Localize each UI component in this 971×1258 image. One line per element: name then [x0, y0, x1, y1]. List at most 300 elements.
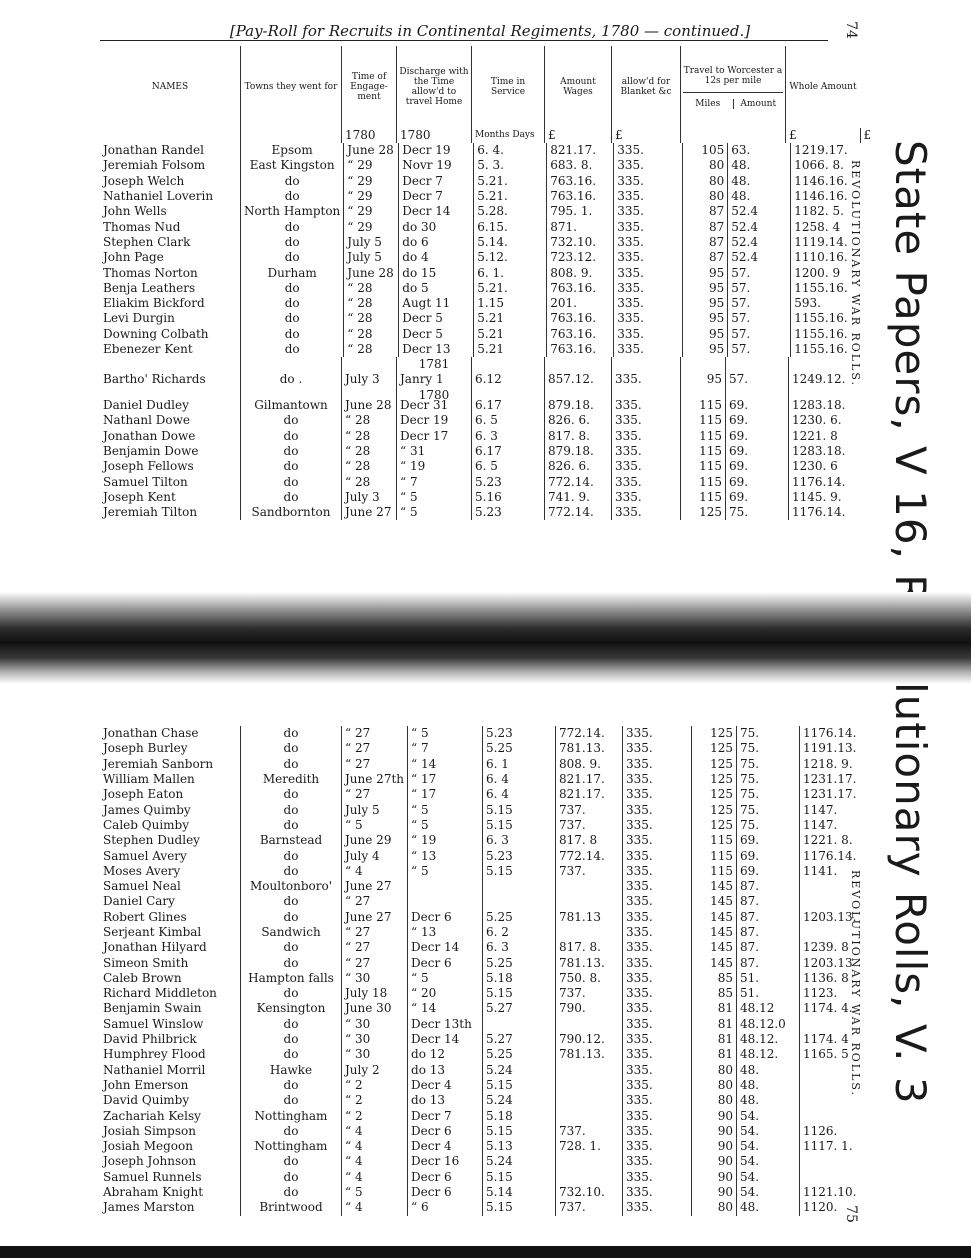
cell-town: do	[241, 955, 342, 970]
cell-wages: 732.10.	[547, 235, 614, 250]
cell-discharge: Decr 14	[399, 204, 474, 219]
cell-discharge: “ 7	[408, 741, 483, 756]
cell-amount: 69.	[726, 490, 789, 505]
cell-discharge: “ 5	[408, 971, 483, 986]
cell-discharge	[408, 894, 483, 909]
cell-engagement: July 2	[342, 1063, 408, 1078]
cell-discharge: “ 5	[397, 490, 472, 505]
cell-engagement: June 28	[344, 143, 399, 158]
cell-town: do	[241, 818, 342, 833]
cell-amount: 69.	[726, 444, 789, 459]
cell-blanket: 335.	[623, 1139, 692, 1154]
cell-amount: 48.12	[737, 1001, 800, 1016]
cell-service: 5.25	[483, 910, 556, 925]
cell-blanket: 335.	[623, 1170, 692, 1185]
cell-amount: 54.	[737, 1170, 800, 1185]
cell-town: Barnstead	[241, 833, 342, 848]
cell-engagement: July 5	[342, 802, 408, 817]
cell-discharge: Decr 19	[399, 143, 474, 158]
cell-whole: 1176.14.	[800, 726, 877, 741]
year-1780: 1780	[397, 388, 472, 403]
cell-town: North Hampton	[241, 204, 344, 219]
cell-service	[483, 1017, 556, 1032]
cell-discharge: “ 13	[408, 848, 483, 863]
cell-amount: 75.	[737, 741, 800, 756]
cell-name: Jeremiah Tilton	[103, 505, 198, 520]
cell-discharge: “ 5	[397, 505, 472, 520]
table-row	[100, 757, 876, 772]
cell-town: do	[241, 1047, 342, 1062]
cell-whole: 1120.	[800, 1200, 877, 1215]
cell-amount: 54.	[737, 1185, 800, 1200]
cell-engagement: “ 4	[342, 864, 408, 879]
cell-whole: 1174. 4	[800, 1032, 877, 1047]
cell-engagement: “ 2	[342, 1093, 408, 1108]
cell-blanket: 335.	[614, 250, 683, 265]
cell-wages: 772.14.	[556, 848, 623, 863]
cell-miles: 115	[692, 864, 737, 879]
cell-blanket: 335.	[612, 490, 681, 505]
cell-service: 5.21.	[474, 189, 547, 204]
table-row	[100, 818, 876, 833]
cell-blanket: 335.	[614, 174, 683, 189]
cell-wages: 821.17.	[556, 787, 623, 802]
cell-town: Nottingham	[241, 1139, 342, 1154]
cell-name: Joseph Johnson	[103, 1154, 197, 1169]
table-row	[100, 741, 876, 756]
table-row	[100, 429, 865, 444]
cell-town: do	[241, 940, 342, 955]
table-row	[100, 1017, 876, 1032]
cell-service: 5.14	[483, 1185, 556, 1200]
cell-town: Epsom	[241, 143, 344, 158]
cell-whole	[800, 1093, 877, 1108]
cell-discharge: do 4	[399, 250, 474, 265]
cell-whole	[800, 1108, 877, 1123]
cell-miles: 125	[692, 772, 737, 787]
col-engagement: Time of Engage- ment	[342, 46, 397, 128]
cell-amount: 87.	[737, 910, 800, 925]
cell-miles: 125	[692, 757, 737, 772]
cell-town: do	[241, 296, 344, 311]
cell-whole: 1230. 6.	[789, 413, 866, 428]
cell-discharge: “ 6	[408, 1200, 483, 1215]
cell-miles: 115	[692, 833, 737, 848]
cell-amount: 54.	[737, 1108, 800, 1123]
cell-wages: 763.16.	[547, 311, 614, 326]
cell-miles: 145	[692, 894, 737, 909]
cell-town: do	[241, 174, 344, 189]
cell-engagement: “ 29	[344, 174, 399, 189]
cell-blanket: 335.	[623, 955, 692, 970]
cell-blanket: 335.	[623, 787, 692, 802]
cell-town: do	[241, 1078, 342, 1093]
cell-engagement: “ 28	[344, 311, 399, 326]
roll-table-bartho	[100, 357, 865, 403]
cell-engagement: “ 29	[344, 158, 399, 173]
cell-wages: 826. 6.	[545, 413, 612, 428]
cell-wages: 857.12.	[545, 372, 612, 387]
cell-blanket: 335.	[614, 281, 683, 296]
table-row	[100, 398, 865, 413]
cell-service: 5.28.	[474, 204, 547, 219]
cell-engagement: “ 27	[342, 894, 408, 909]
cell-engagement: June 27	[342, 505, 397, 520]
cell-miles: 81	[692, 1001, 737, 1016]
cell-blanket: 335.	[623, 1047, 692, 1062]
cell-whole: 1231.17.	[800, 787, 877, 802]
cell-town: Sandbornton	[241, 505, 342, 520]
cell-service: 6. 3	[483, 833, 556, 848]
cell-discharge: Decr 31	[397, 398, 472, 413]
cell-service: 6. 5	[472, 459, 545, 474]
cell-wages: 781.13.	[556, 1047, 623, 1062]
cell-discharge: do 5	[399, 281, 474, 296]
col-towns: Towns they went for	[241, 46, 342, 128]
cell-discharge: Decr 6	[408, 1170, 483, 1185]
table-row	[100, 910, 876, 925]
col-service: Time in Service	[472, 46, 545, 128]
cell-engagement: “ 30	[342, 1032, 408, 1047]
cell-wages	[556, 1108, 623, 1123]
cell-whole	[800, 1017, 877, 1032]
cell-name: Jonathan Chase	[103, 726, 199, 741]
cell-blanket: 335.	[623, 864, 692, 879]
cell-name: Caleb Quimby	[103, 817, 190, 832]
cell-wages	[556, 879, 623, 894]
cell-name: Samuel Winslow	[103, 1016, 204, 1031]
cell-engagement: “ 30	[342, 1017, 408, 1032]
cell-amount: 87.	[737, 879, 800, 894]
cell-name: Bartho' Richards	[103, 372, 206, 387]
cell-discharge: “ 13	[408, 925, 483, 940]
cell-town: do	[241, 444, 342, 459]
cell-discharge: “ 20	[408, 986, 483, 1001]
cell-blanket: 335.	[623, 757, 692, 772]
cell-whole: 1155.16.	[791, 311, 868, 326]
table-row	[100, 174, 867, 189]
cell-whole: 1221. 8	[789, 429, 866, 444]
col-travel	[681, 46, 786, 128]
cell-wages: 683. 8.	[547, 158, 614, 173]
cell-miles: 125	[692, 726, 737, 741]
cell-name: Nathanl Dowe	[103, 413, 190, 428]
cell-town: Nottingham	[241, 1108, 342, 1123]
cell-engagement: “ 28	[342, 474, 397, 489]
cell-engagement: June 28	[344, 265, 399, 280]
cell-wages: 817. 8.	[556, 940, 623, 955]
cell-amount: 48.	[728, 158, 791, 173]
table-row	[100, 413, 865, 428]
sub-eng-year: 1780	[342, 128, 397, 143]
cell-miles: 95	[683, 342, 728, 357]
cell-blanket: 335.	[623, 1093, 692, 1108]
cell-whole: 1191.13.	[800, 741, 877, 756]
cell-discharge: do 15	[399, 265, 474, 280]
cell-whole: 1066. 8.	[791, 158, 868, 173]
cell-discharge: Decr 19	[397, 413, 472, 428]
cell-engagement: “ 28	[344, 296, 399, 311]
cell-miles: 90	[692, 1108, 737, 1123]
cell-service: 5.16	[472, 490, 545, 505]
cell-amount: 48.	[728, 189, 791, 204]
cell-service: 6. 5	[472, 413, 545, 428]
cell-name: Jonathan Hilyard	[103, 940, 207, 955]
table-row	[100, 1078, 876, 1093]
cell-miles: 105	[683, 143, 728, 158]
cell-engagement: July 18	[342, 986, 408, 1001]
cell-blanket: 335.	[623, 1001, 692, 1016]
cell-whole	[800, 1154, 877, 1169]
cell-name: Samuel Runnels	[103, 1169, 202, 1184]
roll-table-middle	[100, 398, 865, 520]
cell-amount: 69.	[737, 864, 800, 879]
cell-amount: 54.	[737, 1124, 800, 1139]
cell-engagement: “ 27	[342, 787, 408, 802]
year-1781: 1781	[397, 357, 472, 372]
cell-wages: 826. 6.	[545, 459, 612, 474]
cell-amount: 57.	[728, 265, 791, 280]
cell-amount: 48.	[737, 1093, 800, 1108]
cell-wages: 821.17.	[556, 772, 623, 787]
cell-name: Caleb Brown	[103, 970, 182, 985]
cell-service: 6. 4	[483, 787, 556, 802]
cell-amount: 57.	[728, 296, 791, 311]
cell-amount: 51.	[737, 986, 800, 1001]
cell-service: 5.15	[483, 1200, 556, 1215]
cell-town: do	[241, 757, 342, 772]
cell-service: 5.24	[483, 1093, 556, 1108]
cell-wages: 737.	[556, 818, 623, 833]
cell-whole: 1121.10.	[800, 1185, 877, 1200]
cell-discharge: “ 5	[408, 802, 483, 817]
cell-whole: 1219.17.	[791, 143, 868, 158]
table-row	[100, 802, 876, 817]
cell-blanket: 335.	[612, 474, 681, 489]
cell-engagement: “ 28	[344, 342, 399, 357]
page-header: [Pay-Roll for Recruits in Continental Regiments, 1780 — continued.]	[229, 22, 751, 40]
sub-whole-unit: £	[860, 128, 937, 143]
cell-amount: 48.	[737, 1078, 800, 1093]
cell-discharge: “ 17	[408, 787, 483, 802]
cell-name: James Marston	[103, 1200, 195, 1215]
cell-engagement: “ 27	[342, 726, 408, 741]
cell-amount: 69.	[726, 474, 789, 489]
cell-engagement: “ 28	[342, 444, 397, 459]
cell-miles: 115	[681, 474, 726, 489]
cell-whole: 1221. 8.	[800, 833, 877, 848]
cell-service: 5.15	[483, 1124, 556, 1139]
col-wages: Amount Wages	[545, 46, 612, 128]
cell-town: do	[241, 1185, 342, 1200]
cell-town: Gilmantown	[241, 398, 342, 413]
cell-wages: 879.18.	[545, 398, 612, 413]
cell-whole: 1146.16.	[791, 174, 868, 189]
cell-miles: 125	[692, 802, 737, 817]
table-row	[100, 1032, 876, 1047]
cell-name: William Mallen	[103, 772, 195, 787]
cell-service: 5.18	[483, 971, 556, 986]
cell-discharge: Janry 1	[397, 372, 472, 387]
cell-service: 5. 3.	[474, 158, 547, 173]
cell-service: 6. 4.	[474, 143, 547, 158]
cell-wages	[556, 925, 623, 940]
scan-fold-band	[0, 592, 971, 684]
cell-name: Jeremiah Sanborn	[103, 756, 214, 771]
cell-amount: 69.	[737, 848, 800, 863]
cell-service: 6.17	[472, 444, 545, 459]
cell-discharge: Decr 14	[408, 1032, 483, 1047]
cell-name: John Emerson	[103, 1077, 189, 1092]
cell-wages	[556, 894, 623, 909]
cell-town: do	[241, 802, 342, 817]
cell-name: Samuel Neal	[103, 879, 181, 894]
cell-discharge: Decr 17	[397, 429, 472, 444]
cell-blanket: 335.	[614, 265, 683, 280]
cell-service: 5.15	[483, 802, 556, 817]
sub-dis-year: 1780	[397, 128, 472, 143]
cell-wages	[556, 1063, 623, 1078]
cell-blanket: 335.	[614, 189, 683, 204]
table-row	[100, 955, 876, 970]
cell-wages: 795. 1.	[547, 204, 614, 219]
cell-blanket: 335.	[623, 833, 692, 848]
cell-wages: 750. 8.	[556, 971, 623, 986]
cell-whole: 1119.14.	[791, 235, 868, 250]
cell-engagement: July 3	[342, 490, 397, 505]
cell-amount: 75.	[737, 787, 800, 802]
cell-discharge: Novr 19	[399, 158, 474, 173]
cell-amount: 54.	[737, 1154, 800, 1169]
cell-discharge: Augt 11	[399, 296, 474, 311]
cell-whole	[800, 1078, 877, 1093]
table-row	[100, 1063, 876, 1078]
cell-whole: 1147.	[800, 802, 877, 817]
cell-discharge: “ 14	[408, 757, 483, 772]
cell-name: Simeon Smith	[103, 955, 189, 970]
cell-whole: 1200. 9	[791, 265, 868, 280]
cell-wages	[556, 1170, 623, 1185]
cell-wages: 737.	[556, 1200, 623, 1215]
cell-blanket: 335.	[623, 971, 692, 986]
cell-engagement: “ 27	[342, 757, 408, 772]
cell-discharge: “ 14	[408, 1001, 483, 1016]
cell-amount: 87.	[737, 955, 800, 970]
cell-blanket: 335.	[623, 1200, 692, 1215]
cell-amount: 87.	[737, 925, 800, 940]
cell-name: John Wells	[103, 204, 167, 219]
cell-blanket: 335.	[623, 910, 692, 925]
cell-miles: 80	[692, 1200, 737, 1215]
cell-engagement: “ 4	[342, 1139, 408, 1154]
cell-wages: 763.16.	[547, 189, 614, 204]
cell-miles: 125	[692, 818, 737, 833]
side-title-top: REVOLUTIONARY WAR ROLLS.	[849, 160, 862, 388]
cell-wages: 737.	[556, 986, 623, 1001]
cell-wages: 201.	[547, 296, 614, 311]
cell-wages: 741. 9.	[545, 490, 612, 505]
cell-service: 6. 2	[483, 925, 556, 940]
cell-miles: 90	[692, 1139, 737, 1154]
cell-amount: 63.	[728, 143, 791, 158]
cell-blanket: 335.	[614, 327, 683, 342]
cell-name: Richard Middleton	[103, 986, 217, 1001]
table-row	[100, 311, 867, 326]
cell-blanket: 335.	[623, 818, 692, 833]
cell-name: Robert Glines	[103, 909, 187, 924]
cell-service: 6. 1.	[474, 265, 547, 280]
cell-discharge: Decr 13th	[408, 1017, 483, 1032]
cell-name: Joseph Burley	[103, 741, 188, 756]
cell-discharge: Decr 7	[399, 174, 474, 189]
cell-blanket: 335.	[614, 235, 683, 250]
cell-miles: 115	[681, 444, 726, 459]
cell-blanket: 335.	[623, 1154, 692, 1169]
cell-engagement: “ 2	[342, 1108, 408, 1123]
cell-service: 6. 1	[483, 757, 556, 772]
cell-whole: 1147.	[800, 818, 877, 833]
cell-miles: 145	[692, 925, 737, 940]
cell-miles: 115	[681, 413, 726, 428]
cell-amount: 54.	[737, 1139, 800, 1154]
cell-wages: 817. 8	[556, 833, 623, 848]
cell-name: Samuel Avery	[103, 848, 187, 863]
cell-blanket: 335.	[614, 204, 683, 219]
table-row	[100, 833, 876, 848]
cell-discharge: Decr 4	[408, 1139, 483, 1154]
cell-wages: 763.16.	[547, 342, 614, 357]
cell-amount: 75.	[737, 802, 800, 817]
cell-wages: 821.17.	[547, 143, 614, 158]
cell-service: 5.23	[472, 505, 545, 520]
cell-wages: 817. 8.	[545, 429, 612, 444]
cell-discharge: “ 5	[408, 864, 483, 879]
cell-blanket: 335.	[623, 741, 692, 756]
cell-name: Joseph Welch	[103, 173, 185, 188]
cell-town: do	[241, 327, 344, 342]
cell-amount: 52.4	[728, 235, 791, 250]
table-row	[100, 505, 865, 520]
cell-wages: 772.14.	[545, 474, 612, 489]
cell-service: 5.15	[483, 986, 556, 1001]
cell-town: do	[241, 787, 342, 802]
cell-discharge: Decr 6	[408, 955, 483, 970]
cell-name: Joseph Fellows	[103, 459, 194, 474]
cell-amount: 48.	[737, 1200, 800, 1215]
col-blanket: allow'd for Blanket &c	[612, 46, 681, 128]
cell-wages: 790.12.	[556, 1032, 623, 1047]
table-row	[100, 1124, 876, 1139]
cell-wages	[556, 1078, 623, 1093]
cell-name: Levi Durgin	[103, 311, 175, 326]
cell-amount: 57.	[728, 327, 791, 342]
table-row	[100, 1108, 876, 1123]
cell-engagement: “ 5	[342, 818, 408, 833]
cell-blanket: 335.	[623, 1185, 692, 1200]
cell-town: do	[241, 474, 342, 489]
cell-engagement: June 27	[342, 910, 408, 925]
cell-engagement: June 28	[342, 398, 397, 413]
cell-blanket: 335.	[623, 772, 692, 787]
cell-discharge: “ 19	[408, 833, 483, 848]
cell-blanket: 335.	[614, 158, 683, 173]
cell-whole: 1165. 5	[800, 1047, 877, 1062]
cell-town: do	[241, 342, 344, 357]
cell-amount: 87.	[737, 940, 800, 955]
cell-service: 6.15.	[474, 219, 547, 234]
cell-service: 5.24	[483, 1154, 556, 1169]
cell-miles: 115	[692, 848, 737, 863]
